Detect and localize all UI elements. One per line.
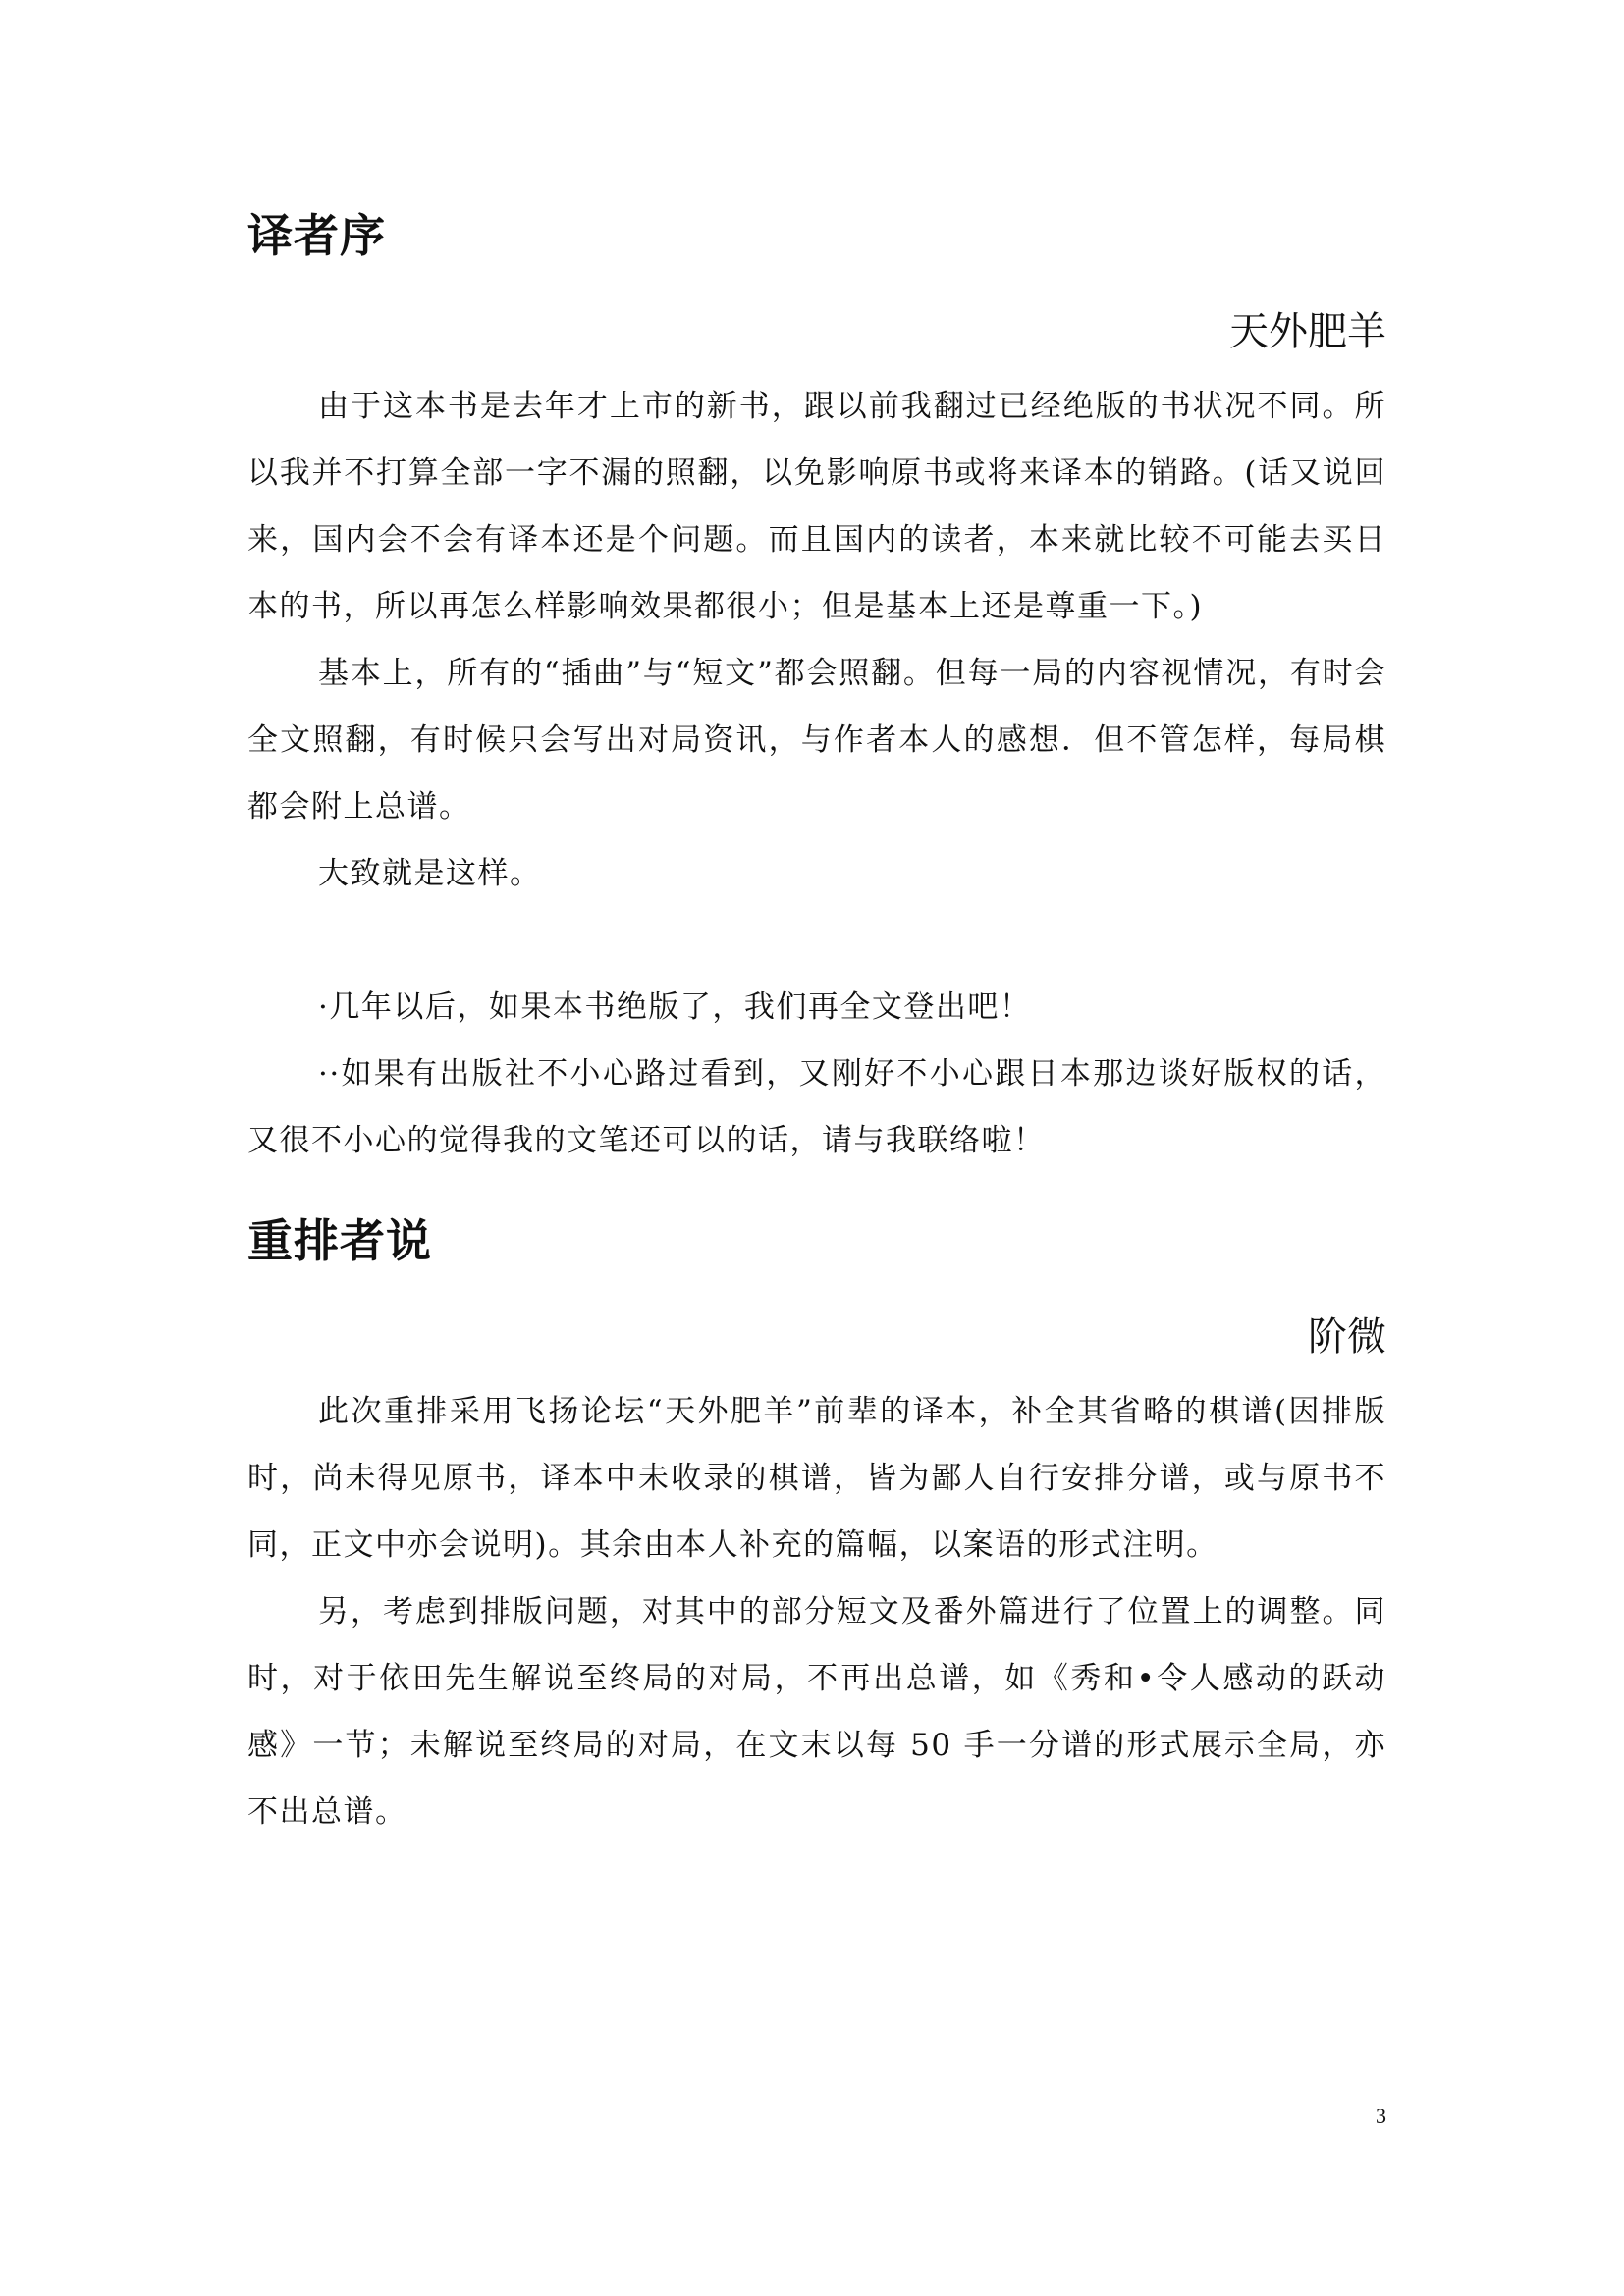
rearranger-paragraph-1: 此次重排采用飞扬论坛“天外肥羊”前辈的译本，补全其省略的棋谱(因排版时，尚未得见原书，译本中未收录的棋谱，皆为鄙人自行安排分谱，或与原书不同，正文中亦会说明)。其余由本人补充的篇幅，以案语的形式注明。 <box>247 1394 1386 1563</box>
paragraph-spacer <box>247 907 1386 974</box>
rearranger-paragraph-2: 另，考虑到排版问题，对其中的部分短文及番外篇进行了位置上的调整。同时，对于依田先生解说至终局的对局，不再出总谱，如《秀和•令人感动的跃动感》一节；未解说至终局的对局，在文末以每 50 手一分谱的形式展示全局，亦不出总谱。 <box>247 1594 1386 1830</box>
translator-name: 天外肥羊 <box>1229 309 1386 354</box>
preface-note-2: ··如果有出版社不小心路过看到，又刚好不小心跟日本那边谈好版权的话，又很不小心的觉得我的文笔还可以的话，请与我联络啦！ <box>247 1056 1386 1158</box>
page-number: 3 <box>1376 2104 1386 2128</box>
rearranger-note-heading: 重排者说 <box>247 1214 432 1267</box>
translator-preface-section <box>247 204 1386 1174</box>
translator-preface-heading: 译者序 <box>247 209 386 262</box>
preface-paragraph-2: 基本上，所有的“插曲”与“短文”都会照翻。但每一局的内容视情况，有时会全文照翻，有时候只会写出对局资讯，与作者本人的感想．但不管怎样，每局棋都会附上总谱。 <box>247 656 1386 825</box>
rearranger-name: 阶微 <box>1308 1314 1386 1360</box>
preface-note-1: ·几年以后，如果本书绝版了，我们再全文登出吧！ <box>318 989 1032 1025</box>
preface-paragraph-1: 由于这本书是去年才上市的新书，跟以前我翻过已经绝版的书状况不同。所以我并不打算全部一字不漏的照翻，以免影响原书或将来译本的销路。(话又说回来，国内会不会有译本还是个问题。而且国内的读者，本来就比较不可能去买日本的书，所以再怎么样影响效果都很小；但是基本上还是尊重一下。) <box>247 389 1386 624</box>
preface-paragraph-3: 大致就是这样。 <box>318 856 542 891</box>
rearranger-note-section <box>247 1209 1386 1845</box>
